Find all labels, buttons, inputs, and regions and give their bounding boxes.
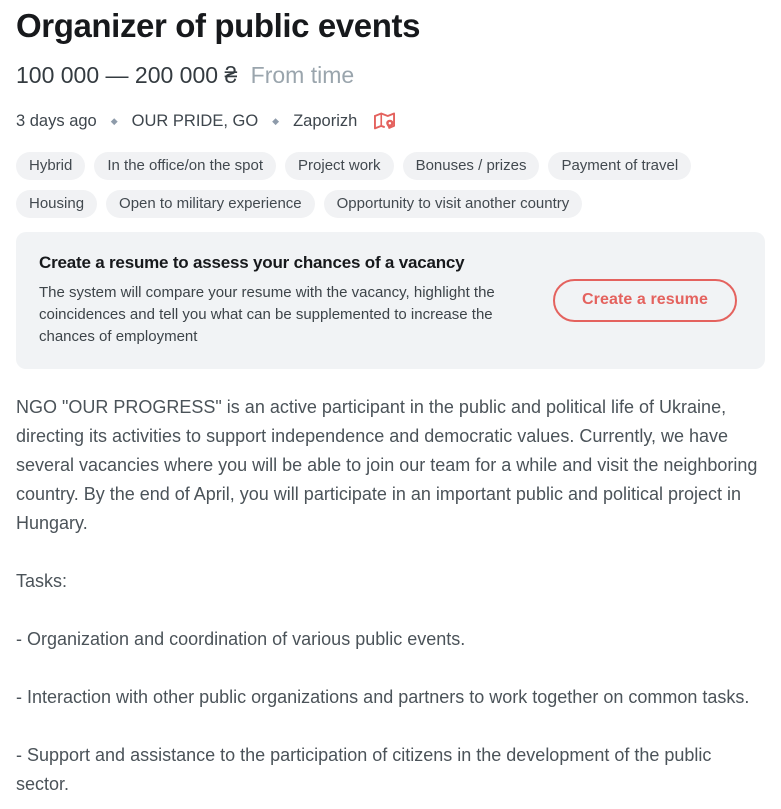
posted-date: 3 days ago — [16, 111, 97, 130]
map-with-pin-icon[interactable] — [373, 111, 396, 132]
description-paragraph: - Organization and coordination of various public events. — [16, 628, 466, 649]
tag-chip[interactable]: Opportunity to visit another country — [324, 190, 583, 218]
tag-chip[interactable]: Payment of travel — [548, 152, 691, 180]
tag-chip[interactable]: Open to military experience — [106, 190, 315, 218]
diamond-separator-icon: ◆ — [272, 115, 280, 126]
resume-callout-description: The system will compare your resume with the vacancy, highlight the coincidences and tell you what can be supplemented to increase the chances of employment — [39, 283, 495, 345]
description-paragraph: NGO "OUR PROGRESS" is an active participant in the public and political life of Ukraine, directing its activities to support independence and democratic values. Currently, we have several vacancies where you will be able to join our team for a while and visit the neighboring country. By the end of April, you will participate in an important public and political project in Hungary. — [16, 396, 758, 533]
tag-chip[interactable]: Bonuses / prizes — [403, 152, 540, 180]
description-paragraph: - Interaction with other public organizations and partners to work together on common tasks. — [16, 686, 750, 707]
company-name[interactable]: OUR PRIDE, GO — [131, 111, 259, 130]
description-paragraph: Tasks: — [16, 570, 68, 591]
resume-callout-text — [39, 253, 527, 348]
vacancy-description — [16, 393, 765, 799]
tag-chip[interactable]: Housing — [16, 190, 97, 218]
salary-row — [16, 62, 765, 88]
tag-chip[interactable]: Project work — [285, 152, 394, 180]
tag-chip[interactable]: Hybrid — [16, 152, 85, 180]
vacancy-meta-row — [16, 111, 765, 132]
tag-chip[interactable]: In the office/on the spot — [94, 152, 276, 180]
location-name[interactable]: Zaporizh — [293, 111, 358, 130]
salary-value: 100 000 — 200 000 ₴ — [16, 62, 238, 89]
description-paragraph: - Support and assistance to the participation of citizens in the development of the public sector. — [16, 744, 712, 794]
create-resume-button[interactable]: Create a resume — [553, 279, 737, 322]
resume-callout-title: Create a resume to assess your chances of a vacancy — [39, 252, 465, 272]
resume-callout-banner — [16, 232, 765, 369]
diamond-separator-icon: ◆ — [110, 115, 118, 126]
page-title: Organizer of public events — [16, 7, 421, 44]
salary-note: From time — [250, 62, 355, 89]
vacancy-tags — [16, 152, 765, 218]
